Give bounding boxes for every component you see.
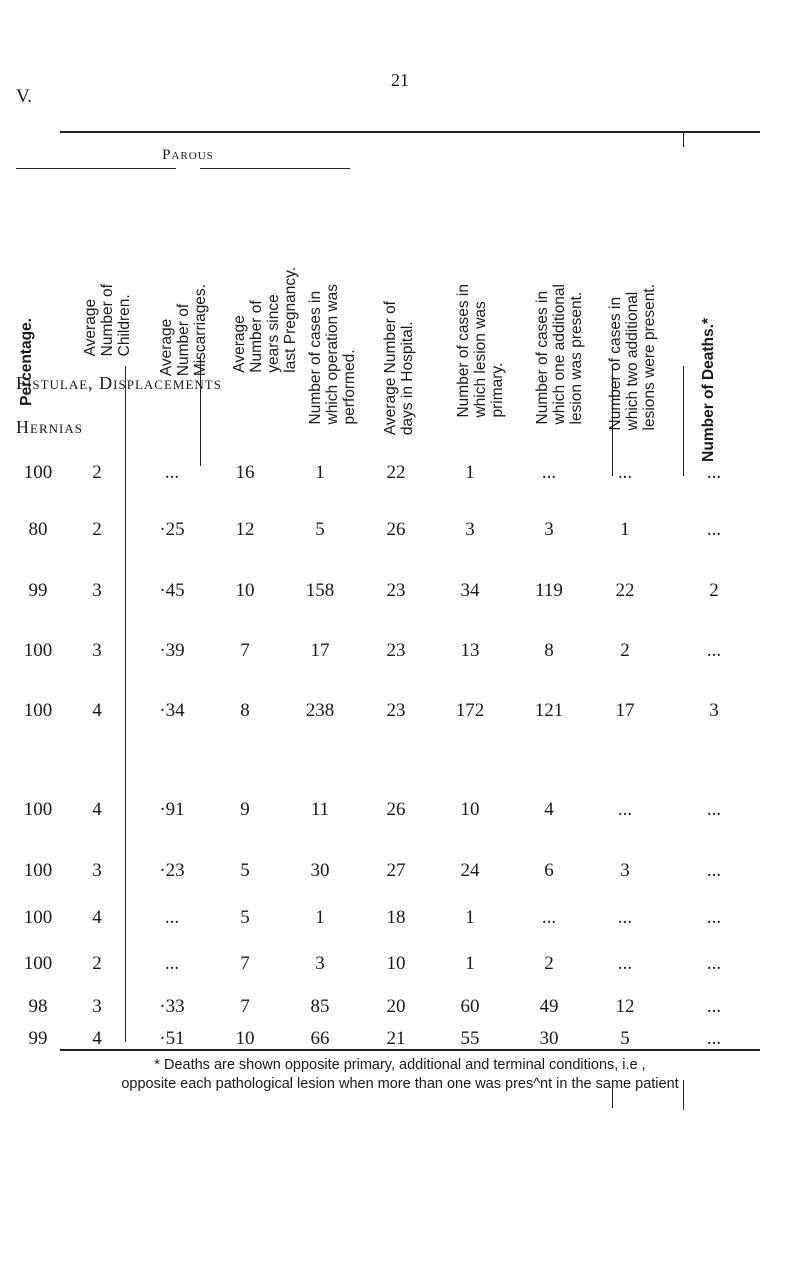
table-row — [0, 700, 800, 724]
cell-years-since-pregnancy: 7 — [240, 953, 250, 974]
cell-avg-miscarriages: ... — [164, 907, 180, 928]
table-row — [0, 907, 800, 931]
header-avg-miscarriages: Average Number of Miscarriages. — [158, 284, 209, 377]
cell-years-since-pregnancy: 8 — [240, 700, 250, 721]
cell-operation-cases: 238 — [305, 700, 335, 721]
cell-days-hospital: 26 — [386, 799, 406, 820]
cell-avg-miscarriages: ... — [164, 462, 180, 483]
cell-two-additional: 22 — [615, 580, 635, 601]
column-rule — [683, 366, 684, 476]
header-primary-lesion: Number of cases in which lesion was primary. — [455, 284, 506, 418]
cell-two-additional: ... — [617, 799, 633, 820]
column-rule — [683, 131, 684, 147]
table-row — [0, 462, 800, 486]
cell-avg-children: 2 — [92, 953, 102, 974]
cell-avg-children: 4 — [92, 799, 102, 820]
cell-one-additional: 4 — [544, 799, 554, 820]
parous-group-header: Parous — [162, 147, 214, 163]
cell-operation-cases: 5 — [315, 519, 325, 540]
cell-primary-lesion: 1 — [465, 462, 475, 483]
header-percentage: Percentage. — [18, 318, 35, 406]
cell-two-additional: 5 — [620, 1028, 630, 1049]
cell-percentage: 99 — [28, 1028, 48, 1049]
header-operation-cases: Number of cases in which operation was performed. — [307, 284, 358, 425]
cell-one-additional: 8 — [544, 640, 554, 661]
cell-avg-miscarriages: ·33 — [159, 996, 185, 1017]
cell-avg-miscarriages: ... — [164, 953, 180, 974]
footnote-line-2: opposite each pathological lesion when more than one was pres^nt in the same patient — [121, 1076, 679, 1092]
cell-avg-children: 4 — [92, 700, 102, 721]
cell-two-additional: ... — [617, 907, 633, 928]
cell-primary-lesion: 60 — [460, 996, 480, 1017]
cell-avg-miscarriages: ·34 — [159, 700, 185, 721]
table-row — [0, 1028, 800, 1052]
cell-one-additional: 119 — [535, 580, 563, 601]
cell-days-hospital: 23 — [386, 700, 406, 721]
cell-operation-cases: 11 — [310, 799, 330, 820]
cell-avg-children: 3 — [92, 860, 102, 881]
cell-days-hospital: 22 — [386, 462, 406, 483]
cell-operation-cases: 66 — [310, 1028, 330, 1049]
cell-years-since-pregnancy: 16 — [235, 462, 255, 483]
cell-avg-miscarriages: ·25 — [159, 519, 185, 540]
header-one-additional: Number of cases in which one additional lesion was present. — [534, 284, 585, 425]
cell-one-additional: 2 — [544, 953, 554, 974]
cell-deaths: ... — [706, 519, 722, 540]
cell-years-since-pregnancy: 12 — [235, 519, 255, 540]
cell-primary-lesion: 24 — [460, 860, 480, 881]
cell-operation-cases: 158 — [305, 580, 335, 601]
cell-one-additional: ... — [541, 907, 557, 928]
header-two-additional: Number of cases in which two additional lesions were present. — [607, 284, 658, 431]
header-days-hospital: Average Number of days in Hospital. — [382, 301, 416, 436]
cell-years-since-pregnancy: 9 — [240, 799, 250, 820]
cell-avg-children: 3 — [92, 640, 102, 661]
cell-deaths: ... — [706, 640, 722, 661]
cell-one-additional: 121 — [534, 700, 564, 721]
cell-primary-lesion: 1 — [465, 907, 475, 928]
cell-two-additional: 1 — [620, 519, 630, 540]
table-row — [0, 953, 800, 977]
cell-deaths: ... — [706, 860, 722, 881]
cell-avg-miscarriages: ·91 — [159, 799, 185, 820]
cell-days-hospital: 21 — [386, 1028, 406, 1049]
cell-percentage: 100 — [23, 860, 53, 881]
cell-percentage: 100 — [23, 799, 53, 820]
cell-days-hospital: 23 — [386, 580, 406, 601]
cell-percentage: 100 — [23, 907, 53, 928]
cell-years-since-pregnancy: 10 — [235, 580, 255, 601]
cell-deaths: ... — [706, 907, 722, 928]
cell-avg-children: 2 — [92, 462, 102, 483]
cell-primary-lesion: 55 — [460, 1028, 480, 1049]
cell-primary-lesion: 34 — [460, 580, 480, 601]
cell-percentage: 100 — [23, 462, 53, 483]
cell-two-additional: 3 — [620, 860, 630, 881]
header-deaths: Number of Deaths.* — [700, 318, 717, 462]
cell-operation-cases: 85 — [310, 996, 330, 1017]
cell-years-since-pregnancy: 7 — [240, 996, 250, 1017]
cell-operation-cases: 17 — [310, 640, 330, 661]
cell-avg-children: 3 — [92, 580, 102, 601]
cell-operation-cases: 1 — [315, 907, 325, 928]
cell-one-additional: 3 — [544, 519, 554, 540]
cell-primary-lesion: 3 — [465, 519, 475, 540]
cell-avg-miscarriages: ·51 — [159, 1028, 185, 1049]
cell-percentage: 100 — [23, 700, 53, 721]
cell-deaths: ... — [706, 799, 722, 820]
cell-years-since-pregnancy: 5 — [240, 860, 250, 881]
cell-percentage: 80 — [28, 519, 48, 540]
section-label: V. — [16, 86, 33, 107]
cell-primary-lesion: 1 — [465, 953, 475, 974]
cell-days-hospital: 10 — [386, 953, 406, 974]
table-row — [0, 860, 800, 884]
cell-primary-lesion: 13 — [460, 640, 480, 661]
cell-deaths: 3 — [709, 700, 719, 721]
page-number: 21 — [391, 70, 409, 90]
cell-days-hospital: 26 — [386, 519, 406, 540]
cell-avg-miscarriages: ·23 — [159, 860, 185, 881]
cell-avg-children: 4 — [92, 907, 102, 928]
cell-two-additional: 17 — [615, 700, 635, 721]
cell-days-hospital: 20 — [386, 996, 406, 1017]
table-row — [0, 580, 800, 604]
table-row — [0, 799, 800, 823]
table-row — [0, 640, 800, 664]
cell-percentage: 98 — [28, 996, 48, 1017]
cell-avg-miscarriages: ·45 — [159, 580, 185, 601]
cell-primary-lesion: 10 — [460, 799, 480, 820]
cell-years-since-pregnancy: 7 — [240, 640, 250, 661]
cell-primary-lesion: 172 — [455, 700, 485, 721]
section-title-fistulae: Fistulae, Displacements — [16, 373, 222, 393]
header-years-since-pregnancy: Average Number of years since last Pregnancy. — [231, 267, 299, 373]
section-title-hernias: Hernias — [16, 417, 83, 437]
cell-two-additional: ... — [617, 462, 633, 483]
cell-years-since-pregnancy: 10 — [235, 1028, 255, 1049]
table-row — [0, 996, 800, 1020]
cell-operation-cases: 3 — [315, 953, 325, 974]
cell-one-additional: 49 — [539, 996, 559, 1017]
cell-two-additional: 12 — [615, 996, 635, 1017]
cell-avg-children: 2 — [92, 519, 102, 540]
cell-one-additional: 30 — [539, 1028, 559, 1049]
cell-one-additional: ... — [541, 462, 557, 483]
cell-days-hospital: 23 — [386, 640, 406, 661]
cell-percentage: 100 — [23, 640, 53, 661]
cell-operation-cases: 30 — [310, 860, 330, 881]
footnote-line-1: * Deaths are shown opposite primary, additional and terminal conditions, i.e , — [154, 1057, 646, 1073]
cell-avg-children: 4 — [92, 1028, 102, 1049]
cell-deaths: ... — [706, 462, 722, 483]
cell-operation-cases: 1 — [315, 462, 325, 483]
cell-two-additional: ... — [617, 953, 633, 974]
cell-avg-children: 3 — [92, 996, 102, 1017]
table-row — [0, 519, 800, 543]
cell-two-additional: 2 — [620, 640, 630, 661]
cell-one-additional: 6 — [544, 860, 554, 881]
header-avg-children: Average Number of Children. — [82, 284, 133, 357]
cell-percentage: 99 — [28, 580, 48, 601]
cell-deaths: 2 — [709, 580, 719, 601]
cell-deaths: ... — [706, 1028, 722, 1049]
cell-avg-miscarriages: ·39 — [159, 640, 185, 661]
cell-deaths: ... — [706, 996, 722, 1017]
cell-days-hospital: 18 — [386, 907, 406, 928]
top-rule — [60, 131, 760, 133]
cell-deaths: ... — [706, 953, 722, 974]
cell-percentage: 100 — [23, 953, 53, 974]
cell-days-hospital: 27 — [386, 860, 406, 881]
cell-years-since-pregnancy: 5 — [240, 907, 250, 928]
